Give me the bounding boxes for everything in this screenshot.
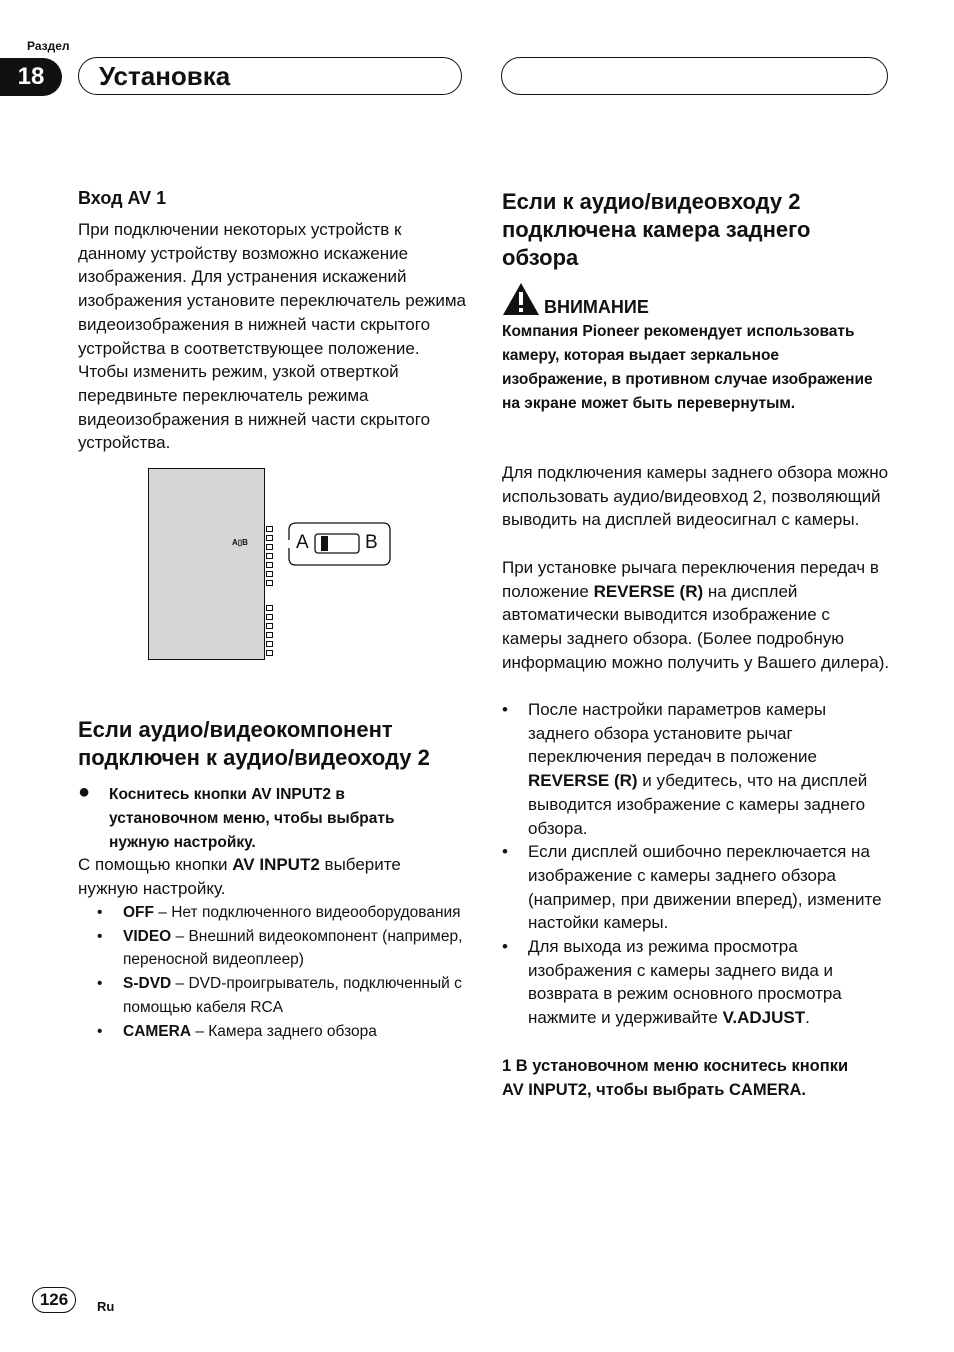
step-1-instruction: 1 В установочном меню коснитесь кнопки AV INPUT2, чтобы выбрать CAMERA. [502,1057,849,1099]
switch-position-b: B [365,532,378,553]
rear-camera-heading: Если к аудио/видеовходу 2 подключена камера заднего обзора [502,189,811,270]
list-item: • OFF – Нет подключенного видеооборудования [97,901,477,925]
hideaway-unit-diagram [148,468,265,660]
list-item: • Для выхода из режима просмотра изображения с камеры заднего вида и возврата в режим основного просмотра нажмите и удерживайте V.ADJUST. [502,935,892,1030]
av2-step-text: Коснитесь кнопки AV INPUT2 в установочном меню, чтобы выбрать нужную настройку. [109,786,395,851]
list-item: • Если дисплей ошибочно переключается на изображение с камеры заднего обзора (например, при движении вперед), измените настойки камеры. [502,840,892,935]
warning-icon [502,282,540,316]
caution-text: Компания Pioneer рекомендует использовать камеру, которая выдает зеркальное изображение, в противном случае изображение на экране может быть перевернутым. [502,323,873,412]
av1-paragraph: При подключении некоторых устройств к данному устройству возможно искажение изображения. Для устранения искажений изображения установите переключатель режима видеоизображения в нижней части скрытого устройства в соответствующее положение. Чтобы изменить режим, узкой отверткой передвиньте переключатель режима видеоизображения в нижней части скрытого устройства. [78,220,466,453]
av2-select-paragraph: С помощью кнопки AV INPUT2 выберите нужную настройку. [78,855,401,898]
av2-component-heading: Если аудио/видеокомпонент подключен к аудио/видеоходу 2 [78,717,430,770]
av2-option-list [78,901,477,1043]
rear-camera-paragraph-1: Для подключения камеры заднего обзора можно использовать аудио/видеовход 2, позволяющий выводить на дисплей видеосигнал с камеры. [502,463,889,530]
switch-position-a: A [296,532,309,553]
rear-camera-paragraph-2: При установке рычага переключения передач в положение REVERSE (R) на дисплей автоматически выводится изображение с камеры заднего обзора. (Более подробную информацию можно получить у Вашего дилера). [502,558,890,672]
page-number: 126 [32,1287,76,1313]
section-number-tab: 18 [0,58,62,96]
list-item: • После настройки параметров камеры заднего обзора установите рычаг переключения передач в положение REVERSE (R) и убедитесь, что на дисплей выводится изображение с камеры заднего обзора. [502,698,892,840]
page-title: Установка [78,57,462,95]
list-item: • S-DVD – DVD-проигрыватель, подключенный с помощью кабеля RCA [97,972,477,1019]
av1-heading: Вход AV 1 [78,188,167,208]
av2-step [78,783,458,855]
list-item: • CAMERA – Камера заднего обзора [97,1020,477,1044]
list-item: • VIDEO – Внешний видеокомпонент (например, переносной видеоплеер) [97,925,477,972]
language-code: Ru [97,1299,115,1314]
section-label: Раздел [27,39,70,53]
rear-camera-bullets [502,698,892,1030]
caution-title: ВНИМАНИЕ [544,297,649,317]
mini-switch-label: A▯B [232,538,248,547]
empty-header-pill [501,57,888,95]
step-bullet-icon: ● [78,781,91,803]
